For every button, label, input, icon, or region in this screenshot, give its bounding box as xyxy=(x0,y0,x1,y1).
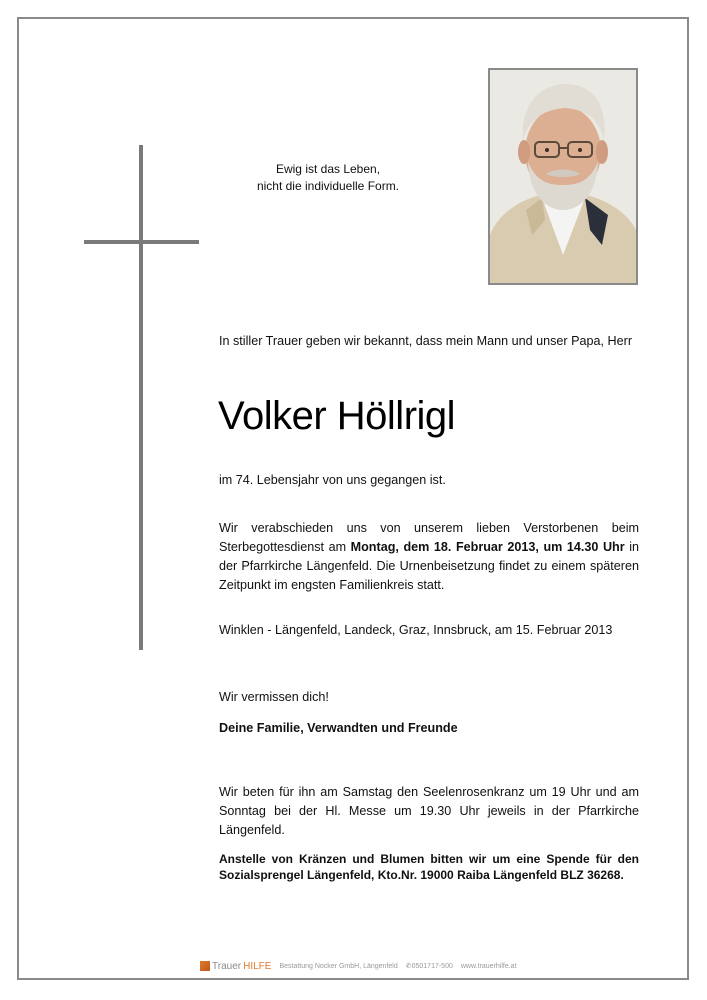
ceremony-text-part-1: Wir verabschieden uns von unserem lieben Verstorbenen beim Sterbegottesdienst am xyxy=(219,521,639,554)
ceremony-text-part-2: in der Pfarrkirche Längenfeld. Die Urnenbeisetzung findet zu einem späteren Zeitpunkt im engsten Familienkreis statt. xyxy=(219,540,639,592)
prayer-paragraph: Wir beten für ihn am Samstag den Seelenrosenkranz um 19 Uhr und am Sonntag bei der Hl. Messe um 19.30 Uhr jeweils in der Pfarrkirche Längenfeld. xyxy=(219,785,639,837)
farewell-line: Wir vermissen dich! xyxy=(219,690,329,704)
cross-icon-vertical-beam xyxy=(139,145,143,650)
ceremony-paragraph xyxy=(219,519,639,595)
trauerhilfe-logo[interactable] xyxy=(200,961,271,972)
logo-icon xyxy=(200,961,210,971)
footer-phone: ✆0501717-500 xyxy=(405,963,453,970)
family-signature: Deine Familie, Verwandten und Freunde xyxy=(219,721,458,735)
age-line: im 74. Lebensjahr von uns gegangen ist. xyxy=(219,473,446,487)
portrait-photo xyxy=(488,68,638,285)
donation-note: Anstelle von Kränzen und Blumen bitten wir um eine Spende für den Sozialsprengel Längenfeld, Kto.Nr. 19000 Raiba Längenfeld BLZ 36268. xyxy=(219,852,639,882)
portrait-image xyxy=(490,70,636,283)
footer xyxy=(200,958,517,974)
ceremony-date: Montag, dem 18. Februar 2013, um 14.30 Uhr xyxy=(350,540,625,554)
cross-icon-horizontal-beam xyxy=(84,240,199,244)
motto xyxy=(238,161,418,195)
footer-website-link[interactable]: www.trauerhilfe.at xyxy=(460,962,517,970)
deceased-name: Volker Höllrigl xyxy=(218,394,456,438)
logo-text-part-1: Trauer xyxy=(212,960,242,972)
motto-line-1: Ewig ist das Leben, xyxy=(275,162,381,176)
footer-company: Bestattung Nocker GmbH, Längenfeld xyxy=(279,962,398,970)
announcement-intro: In stiller Trauer geben wir bekannt, dass mein Mann und unser Papa, Herr xyxy=(219,334,633,348)
motto-line-2: nicht die individuelle Form. xyxy=(256,179,400,193)
logo-text-part-2: HILFE xyxy=(243,960,272,972)
place-and-date: Winklen - Längenfeld, Landeck, Graz, Innsbruck, am 15. Februar 2013 xyxy=(219,623,613,637)
